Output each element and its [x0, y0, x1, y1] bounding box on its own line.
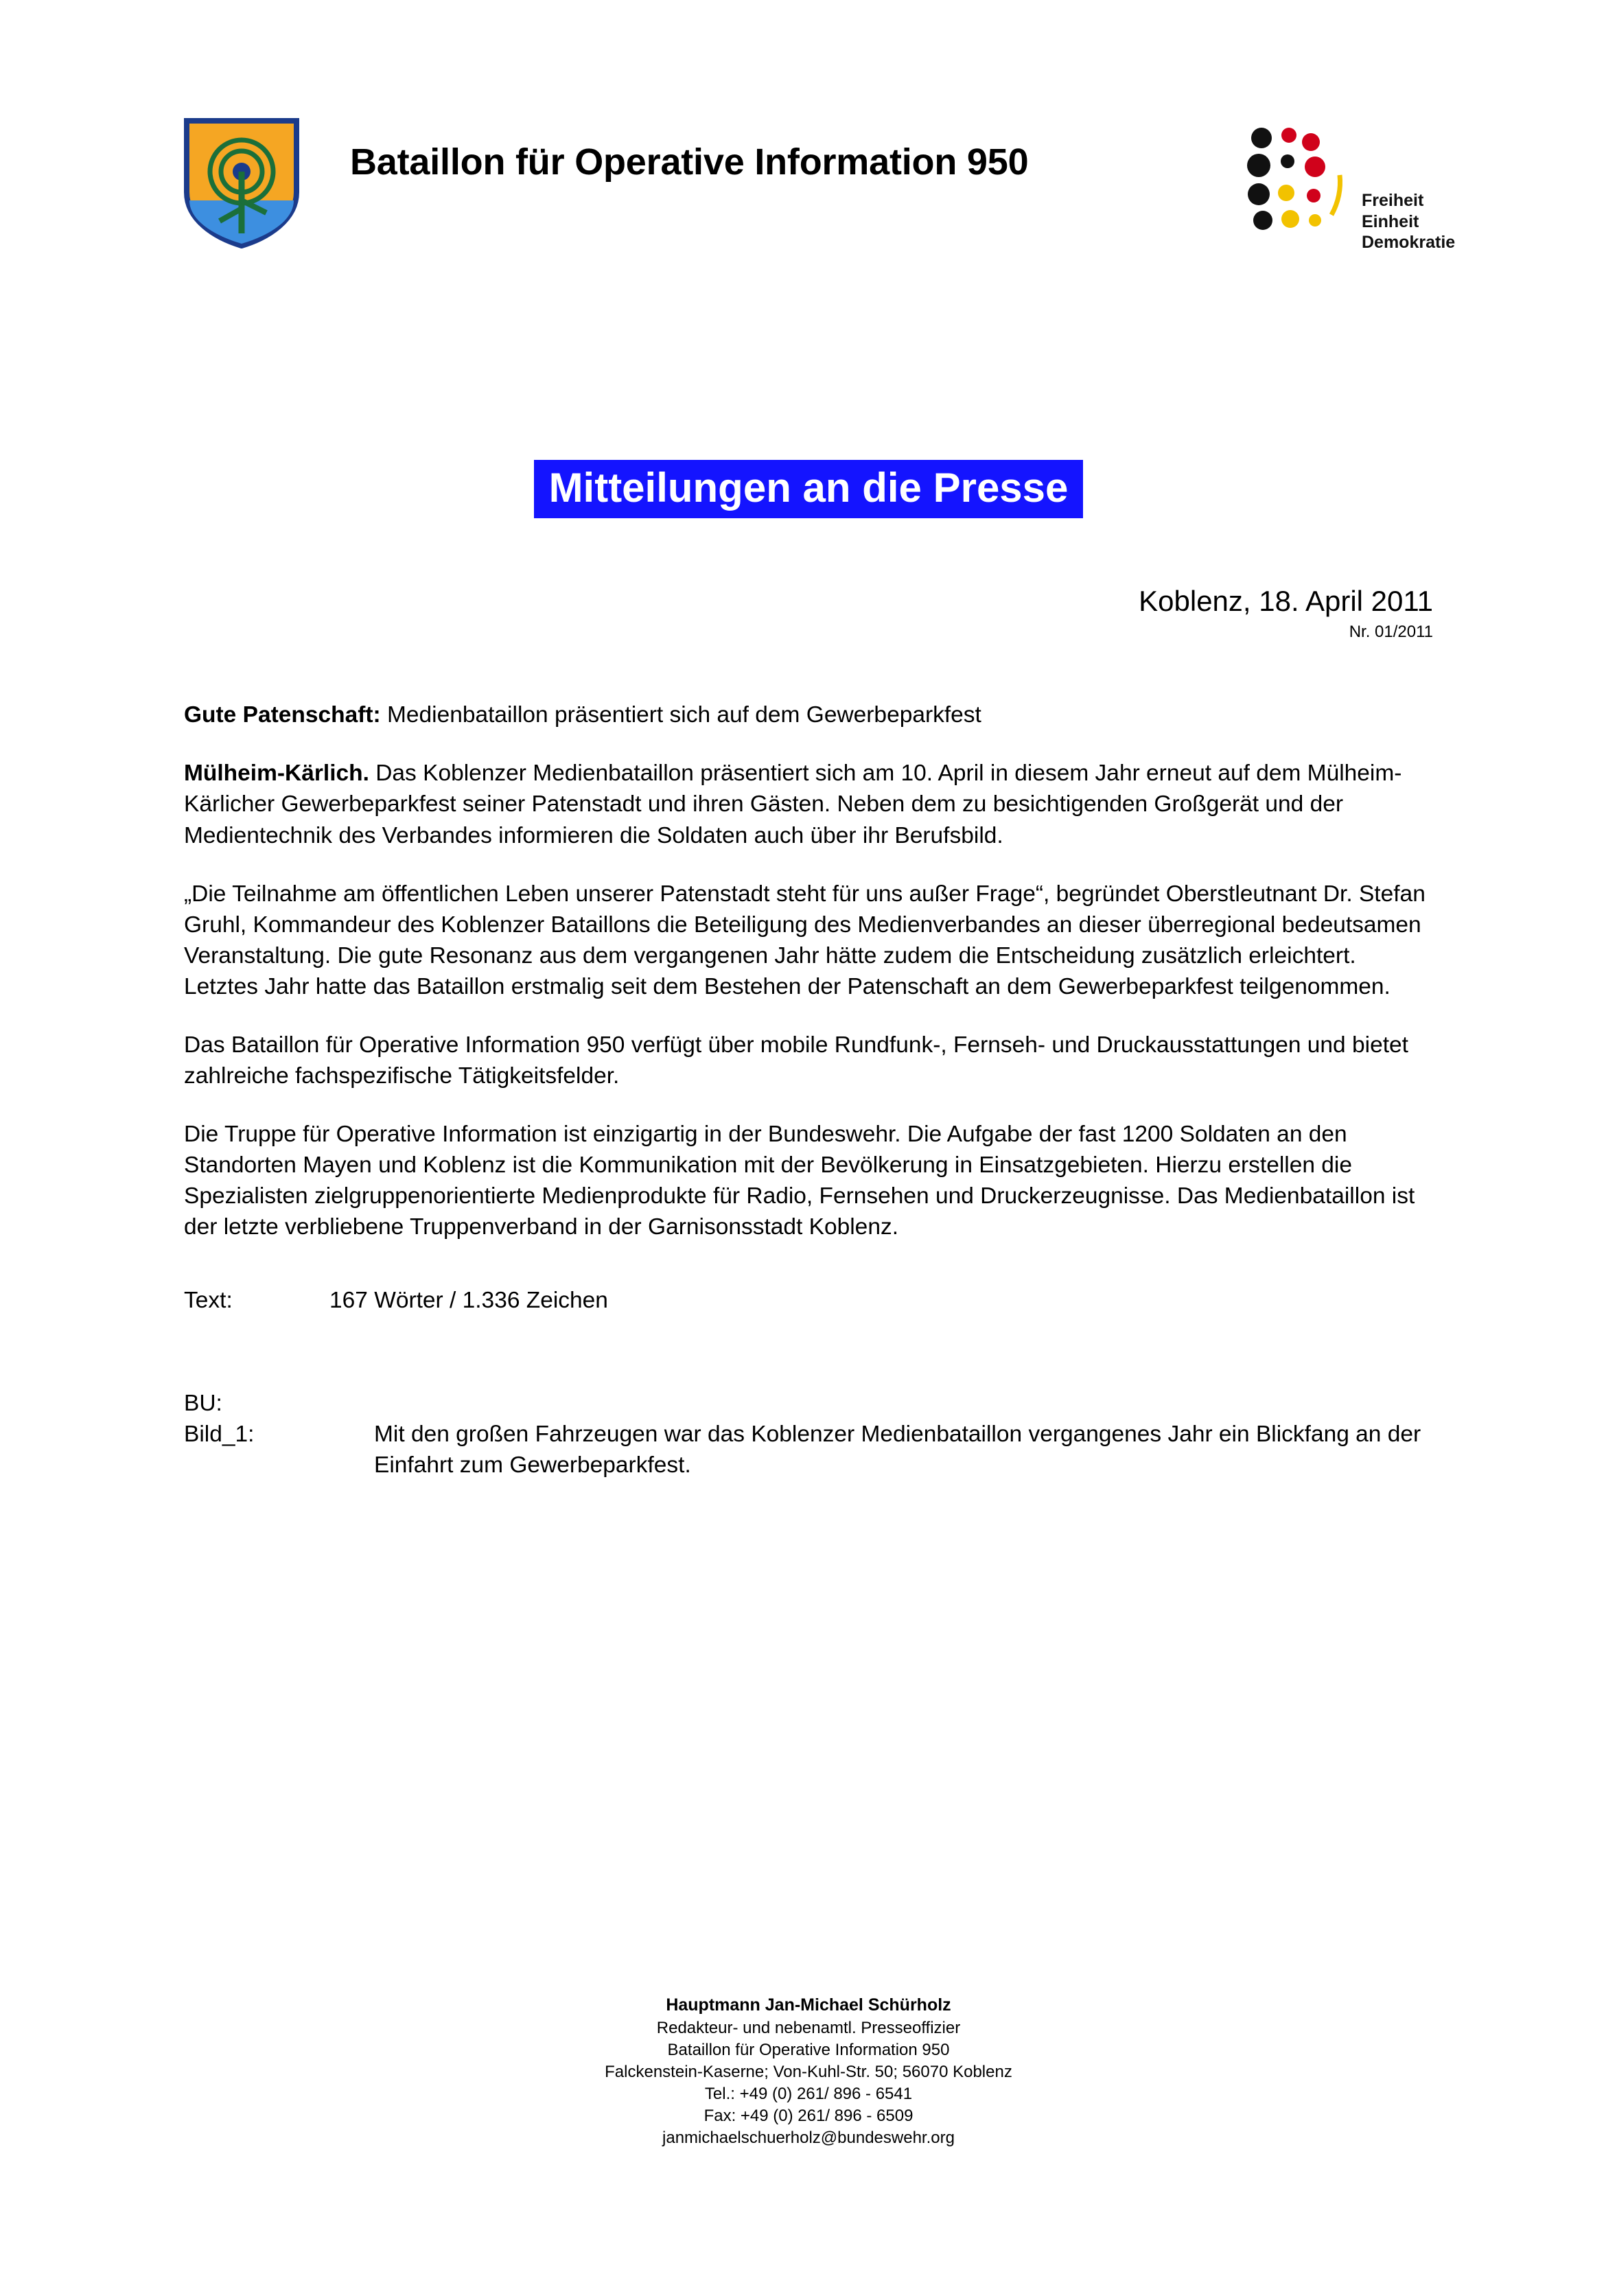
- body-paragraph-3: Das Bataillon für Operative Information 950 verfügt über mobile Rundfunk-, Fernseh- und Druckausstattungen und bietet zahlreiche fachspezifische Tätigkeitsfelder.: [184, 1032, 1408, 1089]
- dateline: [0, 585, 1617, 642]
- caption-block: [184, 1388, 1433, 1481]
- headline-label: Gute Patenschaft:: [184, 702, 381, 728]
- unity-line-freiheit: Freiheit: [1362, 191, 1424, 210]
- caption-label: BU:: [184, 1391, 222, 1417]
- banner-container: [0, 460, 1617, 518]
- body-paragraph-4: Die Truppe für Operative Information ist einzigartig in der Bundeswehr. Die Aufgabe der fast 1200 Soldaten an den Standorten Mayen und Koblenz ist die Kommunikation mit der Bevölkerung in Einsatzgebieten. Hierzu erstellen die Spezialisten zielgruppenorientierte Medienprodukte für Radio, Fernsehen und Druckerzeugnisse. Das Medienbataillon ist der letzte verbliebene Truppenverband in der Garnisonsstadt Koblenz.: [184, 1121, 1415, 1240]
- caption-image-row: [184, 1419, 1433, 1481]
- lead-place: Mülheim-Kärlich.: [184, 761, 369, 787]
- unity-line-einheit: Einheit: [1362, 211, 1419, 231]
- text-stats-row: [184, 1285, 1433, 1316]
- lead-paragraph: [184, 758, 1433, 850]
- dateline-place-date: Koblenz, 18. April 2011: [1139, 585, 1433, 618]
- unity-logo-text: [1362, 190, 1455, 253]
- document-header: [0, 0, 1617, 309]
- headline-rest: Medienbataillon präsentiert sich auf dem Gewerbeparkfest: [380, 702, 981, 728]
- dateline-number: Nr. 01/2011: [1349, 623, 1433, 642]
- footer-contact-role: Redakteur- und nebenamtl. Presseoffizier: [656, 2018, 961, 2037]
- press-release-banner: Mitteilungen an die Presse: [534, 460, 1084, 518]
- caption-header-row: [184, 1388, 1433, 1419]
- headline-paragraph: [184, 699, 1433, 730]
- freiheit-einheit-demokratie-logo-icon: [1238, 127, 1465, 252]
- footer-fax: Fax: +49 (0) 261/ 896 - 6509: [703, 2107, 914, 2126]
- unity-line-demokratie: Demokratie: [1362, 233, 1456, 252]
- lead-rest: Das Koblenzer Medienbataillon präsentiert sich am 10. April in diesem Jahr erneut auf dem Mülheim-Kärlicher Gewerbeparkfest seiner Patenstadt und ihren Gästen. Neben dem zu besichtigenden Großgerät und der Medientechnik des Verbandes informieren die Soldaten auch über ihr Berufsbild.: [184, 761, 1402, 848]
- caption-image-label: Bild_1:: [184, 1422, 255, 1448]
- footer-unit: Bataillon für Operative Information 950: [667, 2040, 950, 2059]
- caption-image-text: Mit den großen Fahrzeugen war das Koblenzer Medienbataillon vergangenes Jahr ein Blickfang an der Einfahrt zum Gewerbeparkfest.: [374, 1422, 1421, 1479]
- footer-contact-name: Hauptmann Jan-Michael Schürholz: [666, 1995, 951, 2015]
- document-body: [184, 642, 1433, 1481]
- heraldic-shield-crest-icon: [184, 118, 299, 248]
- page-title: Bataillon für Operative Information 950: [350, 141, 1029, 183]
- footer-email: janmichaelschuerholz@bundeswehr.org: [662, 2129, 955, 2148]
- text-stats-label: Text:: [184, 1288, 233, 1314]
- footer-address: Falckenstein-Kaserne; Von-Kuhl-Str. 50; 56070 Koblenz: [605, 2062, 1012, 2081]
- text-stats-value: 167 Wörter / 1.336 Zeichen: [329, 1288, 608, 1314]
- document-footer: [0, 1994, 1617, 2149]
- body-paragraph-2: „Die Teilnahme am öffentlichen Leben unserer Patenstadt steht für uns außer Frage“, begründet Oberstleutnant Dr. Stefan Gruhl, Kommandeur des Koblenzer Bataillons die Beteiligung des Medienverbandes an dieser überregional bedeutsamen Veranstaltung. Die gute Resonanz aus dem vergangenen Jahr hätte zudem die Entscheidung zusätzlich erleichtert. Letztes Jahr hatte das Bataillon erstmalig seit dem Bestehen der Patenschaft an dem Gewerbeparkfest teilgenommen.: [184, 881, 1426, 999]
- footer-telephone: Tel.: +49 (0) 261/ 896 - 6541: [704, 2084, 913, 2103]
